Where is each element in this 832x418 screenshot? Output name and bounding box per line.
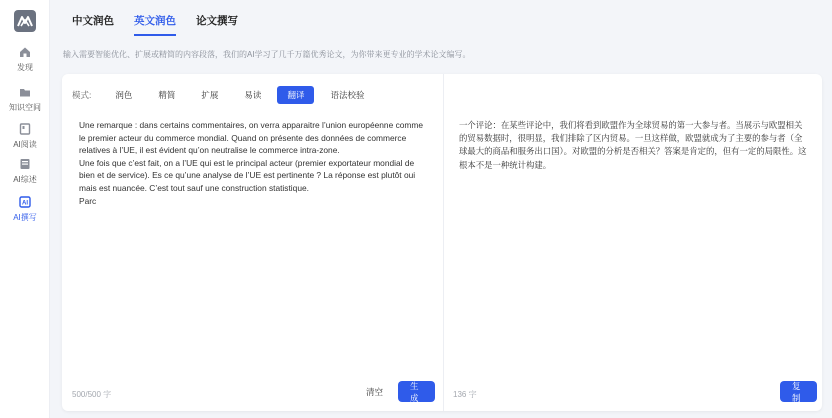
page-description: 输入需要智能优化、扩展或精简的内容段落，我们的AI学习了几千万篇优秀论文，为你带来更专业的学术论文编写。 [63, 50, 471, 59]
copy-button[interactable]: 复制 [780, 381, 817, 402]
mode-tabs [62, 0, 248, 40]
input-textarea[interactable]: Une remarque : dans certains commentaires, on verra apparaitre l’union européenne comme le premier acteur du commerce mondial. Quand on présente des données de commerce relatives à l’UE, il est évident qu’on neutralise le commerce intra-zone. Une fois que c’est fait, on a l’UE qui est le principal acteur (premier exportateur mondial de bien et de service). Es ce qu’une analyse de l’UE est pertinente ? La réponse est plutôt oui mais est nuancée. C’est tout sauf une construction statistique. Parc [79, 120, 424, 206]
sidebar-item-label: 发现 [17, 63, 33, 72]
ai-writer-icon [18, 195, 32, 209]
sidebar-item-label: AI阅读 [13, 140, 37, 149]
app-logo[interactable] [14, 10, 36, 32]
editor-card [62, 74, 822, 411]
home-icon [18, 45, 32, 59]
folder-icon [18, 85, 32, 99]
sidebar-item-ai-writing[interactable] [0, 195, 50, 229]
sidebar-item-label: AI撰写 [13, 213, 37, 222]
sidebar [0, 0, 50, 418]
sidebar-item-knowledge[interactable] [0, 85, 50, 119]
mode-simplify-button[interactable]: 精简 [158, 90, 176, 100]
mode-selector [72, 86, 380, 104]
sidebar-item-label: 知识空间 [9, 103, 41, 112]
svg-text:AI: AI [22, 200, 28, 207]
mode-expand-button[interactable]: 扩展 [201, 90, 219, 100]
tab-english-polish[interactable]: 英文润色 [124, 0, 186, 40]
clear-button[interactable]: 清空 [366, 387, 384, 397]
sidebar-item-ai-reading[interactable] [0, 122, 50, 156]
mode-label: 模式: [72, 90, 92, 100]
panel-divider [443, 74, 444, 411]
reader-icon [18, 122, 32, 136]
input-char-count: 500/500 字 [72, 390, 112, 399]
mode-polish-button[interactable]: 润色 [115, 90, 133, 100]
mode-readable-button[interactable]: 易读 [244, 90, 262, 100]
sidebar-item-label: AI综述 [13, 175, 37, 184]
mode-translate-button[interactable]: 翻译 [277, 86, 314, 104]
output-text: 一个评论：在某些评论中，我们将看到欧盟作为全球贸易的第一大参与者。当展示与欧盟相关的贸易数据时，很明显，我们排除了区内贸易。一旦这样做，欧盟就成为了主要的参与者（全球最大的商品和服务出口国）。对欧盟的分析是否相关？答案是肯定的，但有一定的局限性。这根本不是一种统计构建。 [459, 120, 807, 170]
generate-button[interactable]: 生成 [398, 381, 435, 402]
logo-icon [17, 15, 33, 27]
tab-chinese-polish[interactable]: 中文润色 [72, 14, 114, 27]
sidebar-item-ai-review[interactable] [0, 157, 50, 191]
output-char-count: 136 字 [453, 390, 477, 399]
mode-grammar-button[interactable]: 语法校验 [330, 90, 365, 100]
sidebar-item-discover[interactable] [0, 45, 50, 79]
document-icon [18, 157, 32, 171]
tab-paper-writing[interactable]: 论文撰写 [196, 14, 238, 27]
